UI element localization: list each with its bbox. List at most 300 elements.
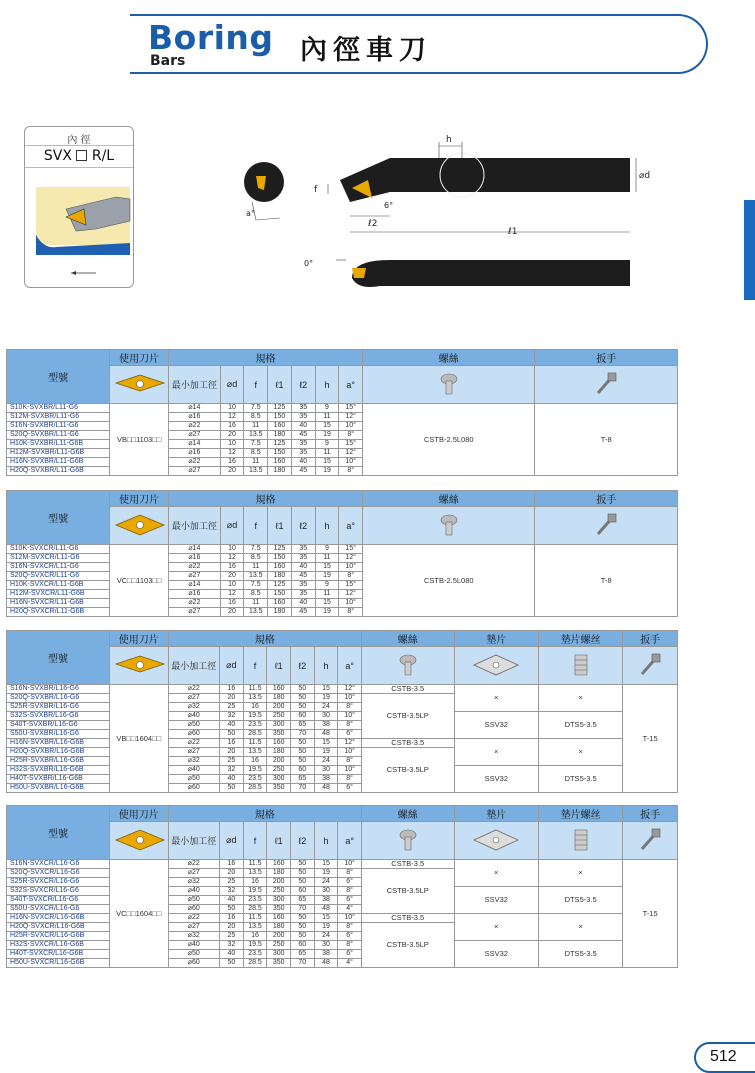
screw-code-lp: CSTB-3.5LP (361, 923, 454, 968)
cell-f: 13.5 (244, 572, 268, 581)
cell-h: 19 (314, 694, 338, 703)
cell-a: 4° (338, 905, 362, 914)
cell-l1: 160 (268, 599, 292, 608)
cell-d: 16 (220, 599, 244, 608)
cell-h: 11 (315, 449, 339, 458)
th-insert: 使用刀片 (110, 350, 169, 366)
model-code: H25R-SVXBR/L16-G6B (7, 757, 110, 766)
min-bore: ⌀50 (168, 775, 219, 784)
cell-h: 19 (315, 467, 339, 476)
cell-l2: 50 (290, 878, 314, 887)
cell-a: 6° (338, 878, 362, 887)
th-f: f (243, 822, 267, 860)
min-bore: ⌀16 (169, 590, 221, 599)
th-h: h (315, 507, 339, 545)
shim-code: SSV32 (454, 766, 538, 793)
wrench-code: T-8 (535, 545, 678, 617)
model-code: H12M-SVXCR/L11-G6B (7, 590, 110, 599)
th-min-bore: 最小加工徑 (168, 822, 219, 860)
cell-f: 8.5 (244, 413, 268, 422)
cell-l2: 45 (291, 431, 315, 440)
model-code: H16N-SVXCR/L11-G6B (7, 599, 110, 608)
cell-l2: 35 (291, 554, 315, 563)
cell-f: 7.5 (244, 581, 268, 590)
cell-f: 16 (243, 878, 267, 887)
min-bore: ⌀14 (169, 581, 221, 590)
min-bore: ⌀32 (168, 878, 219, 887)
cell-f: 11.5 (243, 860, 267, 869)
cell-l1: 180 (268, 572, 292, 581)
model-code: S16N-SVXBR/L16-G6 (7, 685, 110, 694)
cell-h: 9 (315, 545, 339, 554)
cell-a: 10° (338, 712, 362, 721)
cell-d: 12 (220, 590, 244, 599)
cell-l2: 35 (291, 440, 315, 449)
cell-l2: 50 (290, 860, 314, 869)
wrench-code: T-8 (535, 404, 678, 476)
th-spec: 規格 (168, 806, 361, 822)
cell-f: 8.5 (244, 449, 268, 458)
model-code: S40T-SVXCR/L16-G6 (7, 896, 110, 905)
shim-screw-none: × (538, 685, 622, 712)
cell-f: 16 (243, 757, 267, 766)
cell-a: 12° (339, 413, 363, 422)
cell-h: 19 (315, 431, 339, 440)
th-screw: 螺絲 (363, 491, 535, 507)
min-bore: ⌀22 (169, 458, 221, 467)
cell-l2: 35 (291, 590, 315, 599)
cell-l1: 350 (267, 905, 291, 914)
min-bore: ⌀14 (169, 404, 221, 413)
th-f: f (244, 366, 268, 404)
th-spec: 規格 (169, 350, 363, 366)
spec-table-2 (6, 490, 678, 617)
cell-a: 8° (339, 608, 363, 617)
cell-l2: 45 (291, 572, 315, 581)
cell-f: 11 (244, 599, 268, 608)
cell-l2: 40 (291, 422, 315, 431)
cell-d: 10 (220, 440, 244, 449)
shim-icon (454, 822, 538, 860)
cell-l2: 45 (291, 608, 315, 617)
cell-l1: 250 (267, 712, 291, 721)
min-bore: ⌀32 (168, 932, 219, 941)
cell-l2: 35 (291, 404, 315, 413)
cell-d: 10 (220, 581, 244, 590)
cell-a: 8° (339, 467, 363, 476)
cell-l2: 65 (290, 950, 314, 959)
cell-l1: 150 (268, 449, 292, 458)
min-bore: ⌀27 (168, 923, 219, 932)
cell-l2: 60 (290, 766, 314, 775)
th-insert: 使用刀片 (110, 491, 169, 507)
min-bore: ⌀40 (168, 766, 219, 775)
shim-none: × (454, 739, 538, 766)
th-d: ⌀d (220, 507, 244, 545)
cell-l2: 50 (290, 914, 314, 923)
cell-a: 8° (339, 572, 363, 581)
min-bore: ⌀16 (169, 554, 221, 563)
cell-l1: 180 (267, 694, 291, 703)
table-row (7, 404, 678, 413)
cell-d: 16 (220, 860, 244, 869)
insert-code: VC□□1103□□ (110, 545, 169, 617)
min-bore: ⌀22 (168, 860, 219, 869)
cell-h: 19 (314, 869, 338, 878)
shim-code: SSV32 (454, 712, 538, 739)
min-bore: ⌀60 (168, 784, 219, 793)
cell-f: 23.5 (243, 721, 267, 730)
cell-l1: 200 (267, 878, 291, 887)
cell-l1: 300 (267, 950, 291, 959)
th-l1: ℓ1 (268, 366, 292, 404)
cell-d: 40 (220, 896, 244, 905)
model-code: H20Q-SVXBR/L16-G6B (7, 748, 110, 757)
cell-l2: 65 (290, 721, 314, 730)
shim-screw-code: DTS5-3.5 (538, 712, 622, 739)
cell-d: 16 (220, 563, 244, 572)
cell-l2: 40 (291, 599, 315, 608)
th-wrench: 扳手 (535, 491, 678, 507)
cell-d: 20 (220, 694, 244, 703)
cell-l1: 125 (268, 545, 292, 554)
insert-code: VC□□1604□□ (109, 860, 168, 968)
cell-f: 13.5 (243, 748, 267, 757)
model-code: S40T-SVXBR/L16-G6 (7, 721, 110, 730)
bore-type-code: SVX R/L (43, 148, 115, 164)
min-bore: ⌀16 (169, 449, 221, 458)
th-a: a° (338, 647, 362, 685)
min-bore: ⌀40 (168, 712, 219, 721)
model-code: S25R-SVXCR/L16-G6 (7, 878, 110, 887)
cell-l1: 150 (268, 413, 292, 422)
dim-h-label: h (446, 135, 452, 145)
th-model: 型號 (7, 806, 110, 860)
cell-h: 48 (314, 730, 338, 739)
cell-l1: 250 (267, 766, 291, 775)
cell-h: 19 (315, 572, 339, 581)
table-row (7, 685, 678, 694)
cell-f: 11 (244, 422, 268, 431)
cell-h: 48 (314, 905, 338, 914)
cell-l1: 160 (267, 685, 291, 694)
cell-f: 23.5 (243, 896, 267, 905)
cell-d: 50 (220, 730, 244, 739)
table-row (7, 941, 678, 950)
cell-f: 11.5 (243, 914, 267, 923)
cell-f: 19.5 (243, 887, 267, 896)
header-title-cn: 內徑車刀 (300, 35, 432, 66)
cell-a: 8° (338, 757, 362, 766)
th-insert: 使用刀片 (109, 631, 168, 647)
th-wrench: 扳手 (623, 806, 678, 822)
cell-a: 15° (339, 581, 363, 590)
shim-none: × (454, 860, 538, 887)
model-code: H20Q-SVXBR/L11-G6B (7, 467, 110, 476)
cell-f: 13.5 (243, 923, 267, 932)
cell-h: 15 (315, 458, 339, 467)
min-bore: ⌀50 (168, 950, 219, 959)
cell-a: 12° (339, 590, 363, 599)
cell-h: 38 (314, 775, 338, 784)
shim-screw-icon (538, 822, 622, 860)
cell-a: 8° (338, 703, 362, 712)
model-code: H12M-SVXBR/L11-G6B (7, 449, 110, 458)
cell-h: 15 (314, 739, 338, 748)
cell-a: 10° (338, 914, 362, 923)
cell-l1: 125 (268, 440, 292, 449)
cell-a: 12° (338, 739, 362, 748)
th-l2: ℓ2 (291, 507, 315, 545)
dim-d-label: ⌀d (639, 171, 651, 181)
screw-code-lp: CSTB-3.5LP (361, 748, 454, 793)
min-bore: ⌀22 (168, 914, 219, 923)
header-title-en: Boring (148, 18, 274, 57)
cell-d: 16 (220, 685, 244, 694)
cell-l2: 40 (291, 563, 315, 572)
th-a: a° (339, 507, 363, 545)
cell-f: 7.5 (244, 440, 268, 449)
cell-a: 15° (339, 404, 363, 413)
screw-icon (361, 647, 454, 685)
model-code: H20Q-SVXCR/L11-G6B (7, 608, 110, 617)
cell-f: 11 (244, 458, 268, 467)
cell-l1: 180 (267, 869, 291, 878)
cell-l2: 70 (290, 784, 314, 793)
th-screw: 螺絲 (361, 631, 454, 647)
cell-a: 6° (338, 730, 362, 739)
cell-f: 23.5 (243, 775, 267, 784)
th-l1: ℓ1 (267, 822, 291, 860)
cell-l2: 60 (290, 712, 314, 721)
cell-d: 50 (220, 959, 244, 968)
th-l1: ℓ1 (268, 507, 292, 545)
cell-d: 16 (220, 739, 244, 748)
table-row (7, 860, 678, 869)
cell-l2: 35 (291, 449, 315, 458)
shim-screw-none: × (538, 914, 622, 941)
model-code: H16N-SVXBR/L16-G6B (7, 739, 110, 748)
cell-l1: 180 (268, 431, 292, 440)
cell-h: 24 (314, 703, 338, 712)
th-insert: 使用刀片 (109, 806, 168, 822)
shim-icon (454, 647, 538, 685)
dim-f-label: f (314, 185, 318, 195)
th-screw: 螺絲 (361, 806, 454, 822)
th-f: f (243, 647, 267, 685)
cell-h: 30 (314, 712, 338, 721)
min-bore: ⌀14 (169, 440, 221, 449)
model-code: H10K-SVXCR/L11-G6B (7, 581, 110, 590)
bore-type-title: 內 徑 (67, 135, 91, 146)
min-bore: ⌀32 (168, 757, 219, 766)
th-shim: 墊片 (454, 631, 538, 647)
model-code: S12M-SVXCR/L11-G6 (7, 554, 110, 563)
cell-l1: 160 (267, 914, 291, 923)
cell-l1: 200 (267, 757, 291, 766)
cell-h: 11 (315, 413, 339, 422)
insert-icon (109, 822, 168, 860)
min-bore: ⌀22 (169, 422, 221, 431)
cell-l1: 180 (267, 923, 291, 932)
cell-a: 8° (338, 869, 362, 878)
th-model: 型號 (7, 491, 110, 545)
th-spec: 規格 (168, 631, 361, 647)
cell-l2: 50 (290, 923, 314, 932)
th-f: f (244, 507, 268, 545)
cell-l2: 40 (291, 458, 315, 467)
table-row (7, 739, 678, 748)
cell-d: 12 (220, 413, 244, 422)
cell-h: 24 (314, 932, 338, 941)
cell-d: 25 (220, 757, 244, 766)
cell-l2: 50 (290, 748, 314, 757)
cell-f: 23.5 (243, 950, 267, 959)
model-code: H50U-SVXBR/L16-G6B (7, 784, 110, 793)
dim-l1-label: ℓ1 (508, 227, 518, 237)
th-model: 型號 (7, 631, 110, 685)
th-wrench: 扳手 (623, 631, 678, 647)
cell-h: 15 (314, 914, 338, 923)
model-code: S12M-SVXBR/L11-G6 (7, 413, 110, 422)
cell-d: 16 (220, 458, 244, 467)
model-code: S20Q-SVXCR/L16-G6 (7, 869, 110, 878)
cell-l1: 350 (267, 784, 291, 793)
screw-code: CSTB-2.5L080 (363, 545, 535, 617)
cell-h: 19 (315, 608, 339, 617)
cell-a: 10° (338, 748, 362, 757)
cell-l2: 45 (291, 467, 315, 476)
cell-l2: 50 (290, 694, 314, 703)
cell-l2: 65 (290, 775, 314, 784)
min-bore: ⌀27 (168, 694, 219, 703)
cell-a: 12° (339, 449, 363, 458)
min-bore: ⌀27 (169, 467, 221, 476)
cell-l2: 60 (290, 941, 314, 950)
th-d: ⌀d (220, 822, 244, 860)
cell-l1: 200 (267, 703, 291, 712)
header-subtitle-en: Bars (150, 53, 186, 69)
cell-l1: 150 (268, 590, 292, 599)
angle-0-label: 0° (304, 259, 314, 268)
screw-code: CSTB-3.5 (361, 685, 454, 694)
shim-screw-none: × (538, 860, 622, 887)
screw-icon (363, 366, 535, 404)
cell-a: 8° (339, 431, 363, 440)
screw-code-lp: CSTB-3.5LP (361, 869, 454, 914)
cell-d: 20 (220, 431, 244, 440)
screw-code: CSTB-3.5 (361, 860, 454, 869)
cell-l1: 125 (268, 404, 292, 413)
cell-a: 10° (338, 766, 362, 775)
cell-a: 6° (338, 932, 362, 941)
cell-l2: 35 (291, 581, 315, 590)
cell-l2: 50 (290, 757, 314, 766)
th-min-bore: 最小加工徑 (169, 366, 221, 404)
cell-d: 25 (220, 703, 244, 712)
th-l2: ℓ2 (291, 366, 315, 404)
model-code: H20Q-SVXCR/L16-G6B (7, 923, 110, 932)
th-shim-screw: 墊片螺丝 (538, 806, 622, 822)
min-bore: ⌀16 (169, 413, 221, 422)
cell-f: 28.5 (243, 730, 267, 739)
cell-h: 15 (314, 685, 338, 694)
model-code: H40T-SVXBR/L16-G6B (7, 775, 110, 784)
cell-f: 8.5 (244, 590, 268, 599)
cell-d: 32 (220, 766, 244, 775)
cell-h: 30 (314, 887, 338, 896)
cell-f: 13.5 (243, 869, 267, 878)
cell-a: 10° (339, 422, 363, 431)
min-bore: ⌀27 (169, 608, 221, 617)
cell-d: 20 (220, 467, 244, 476)
min-bore: ⌀22 (168, 685, 219, 694)
shim-screw-none: × (538, 739, 622, 766)
table-row (7, 766, 678, 775)
cell-a: 8° (338, 941, 362, 950)
wrench-icon (535, 507, 678, 545)
cell-h: 15 (315, 422, 339, 431)
cell-f: 7.5 (244, 545, 268, 554)
cell-f: 7.5 (244, 404, 268, 413)
cell-h: 19 (314, 923, 338, 932)
screw-icon (363, 507, 535, 545)
boring-bar-drawing (240, 128, 680, 313)
model-code: H50U-SVXCR/L16-G6B (7, 959, 110, 968)
cell-l1: 350 (267, 730, 291, 739)
cell-a: 6° (338, 784, 362, 793)
shim-code: SSV32 (454, 941, 538, 968)
model-code: S50U-SVXCR/L16-G6 (7, 905, 110, 914)
th-h: h (314, 822, 338, 860)
cell-a: 8° (338, 775, 362, 784)
bore-type-box (24, 126, 134, 288)
spec-table-4 (6, 805, 678, 968)
cell-l1: 125 (268, 581, 292, 590)
model-code: H40T-SVXCR/L16-G6B (7, 950, 110, 959)
cell-d: 20 (220, 608, 244, 617)
cell-f: 8.5 (244, 554, 268, 563)
cell-f: 13.5 (243, 694, 267, 703)
cell-d: 10 (220, 404, 244, 413)
table-row (7, 914, 678, 923)
min-bore: ⌀60 (168, 730, 219, 739)
cell-l1: 150 (268, 554, 292, 563)
min-bore: ⌀22 (168, 739, 219, 748)
cell-h: 9 (315, 581, 339, 590)
cell-h: 48 (314, 959, 338, 968)
cell-h: 48 (314, 784, 338, 793)
min-bore: ⌀50 (168, 721, 219, 730)
model-code: S10K-SVXBR/L11-G6 (7, 404, 110, 413)
cell-f: 13.5 (244, 467, 268, 476)
cell-l2: 60 (290, 887, 314, 896)
cell-a: 8° (338, 721, 362, 730)
cell-d: 20 (220, 572, 244, 581)
model-code: S32S-SVXCR/L16-G6 (7, 887, 110, 896)
th-d: ⌀d (220, 647, 244, 685)
cell-l1: 300 (267, 775, 291, 784)
model-code: H32S-SVXCR/L16-G6B (7, 941, 110, 950)
spec-table-1 (6, 349, 678, 476)
wrench-icon (535, 366, 678, 404)
cell-h: 9 (315, 440, 339, 449)
cell-l1: 160 (268, 563, 292, 572)
cell-l2: 50 (290, 869, 314, 878)
cell-l1: 300 (267, 721, 291, 730)
model-code: S20Q-SVXBR/L16-G6 (7, 694, 110, 703)
cell-d: 32 (220, 712, 244, 721)
